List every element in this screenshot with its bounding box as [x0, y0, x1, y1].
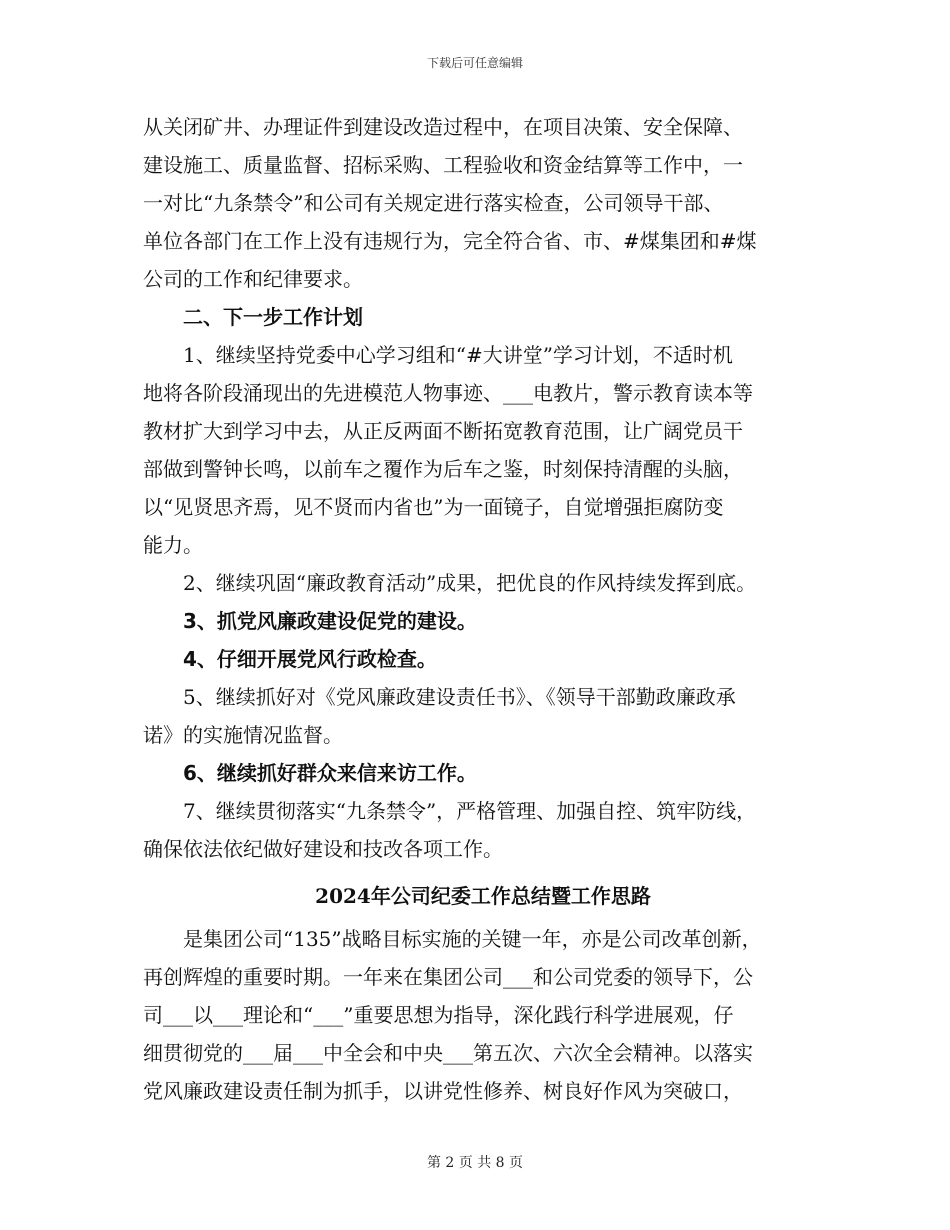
paragraph-line: 再创辉煌的重要时期。一年来在集团公司___和公司党委的领导下，公	[143, 965, 753, 989]
paragraph-line: 诺》的实施情况监督。	[143, 723, 343, 747]
paragraph-line: 部做到警钟长鸣，以前车之覆作为后车之鉴，时刻保持清醒的头脑，	[143, 457, 743, 481]
paragraph-line: 7、继续贯彻落实“九条禁令”，严格管理、加强自控、筑牢防线，	[183, 799, 757, 823]
summary-paragraph	[143, 920, 823, 1110]
plan-item-3: 3、抓党风廉政建设促党的建设。	[183, 609, 477, 633]
plan-item-5	[143, 678, 823, 754]
paragraph-line: 单位各部门在工作上没有违规行为，完全符合省、市、#煤集团和#煤	[143, 229, 757, 253]
paragraph-line: 能力。	[143, 533, 203, 557]
paragraph-line: 确保依法依纪做好建设和技改各项工作。	[143, 837, 503, 861]
paragraph-line: 细贯彻党的___届___中全会和中央___第五次、六次全会精神。以落实	[143, 1041, 753, 1065]
paragraph-line: 公司的工作和纪律要求。	[143, 267, 363, 291]
document-title: 2024年公司纪委工作总结暨工作思路	[315, 884, 651, 908]
plan-item-7	[143, 792, 823, 868]
section1-paragraph	[143, 108, 823, 298]
document-body	[143, 108, 823, 1110]
plan-item-1	[143, 336, 823, 564]
plan-item-4: 4、仔细开展党风行政检查。	[183, 647, 437, 671]
paragraph-line: 1、继续坚持党委中心学习组和“#大讲堂”学习计划，不适时机	[183, 343, 733, 367]
paragraph-line: 是集团公司“135”战略目标实施的关键一年，亦是公司改革创新，	[183, 927, 762, 951]
paragraph-line: 从关闭矿井、办理证件到建设改造过程中，在项目决策、安全保障、	[143, 115, 743, 139]
page-header-note: 下载后可任意编辑	[426, 56, 523, 70]
paragraph-line: 党风廉政建设责任制为抓手，以讲党性修养、树良好作风为突破口，	[143, 1079, 743, 1103]
section-heading: 二、下一步工作计划	[183, 305, 363, 329]
paragraph-line: 地将各阶段涌现出的先进模范人物事迹、___电教片，警示教育读本等	[143, 381, 753, 405]
plan-item-6: 6、继续抓好群众来信来访工作。	[183, 761, 477, 785]
paragraph-line: 教材扩大到学习中去，从正反两面不断拓宽教育范围，让广阔党员干	[143, 419, 743, 443]
paragraph-line: 一对比“九条禁令”和公司有关规定进行落实检查，公司领导干部、	[143, 191, 724, 215]
paragraph-line: 以“见贤思齐焉，见不贤而内省也”为一面镜子，自觉增强拒腐防变	[143, 495, 724, 519]
plan-item-2: 2、继续巩固“廉政教育活动”成果，把优良的作风持续发挥到底。	[183, 571, 757, 595]
page-number-footer: 第 2 页 共 8 页	[426, 1155, 524, 1171]
paragraph-line: 5、继续抓好对《党风廉政建设责任书》、《领导干部勤政廉政承	[183, 685, 736, 709]
paragraph-line: 司___以___理论和“___”重要思想为指导，深化践行科学进展观，仔	[143, 1003, 734, 1027]
paragraph-line: 建设施工、质量监督、招标采购、工程验收和资金结算等工作中，一	[143, 153, 743, 177]
